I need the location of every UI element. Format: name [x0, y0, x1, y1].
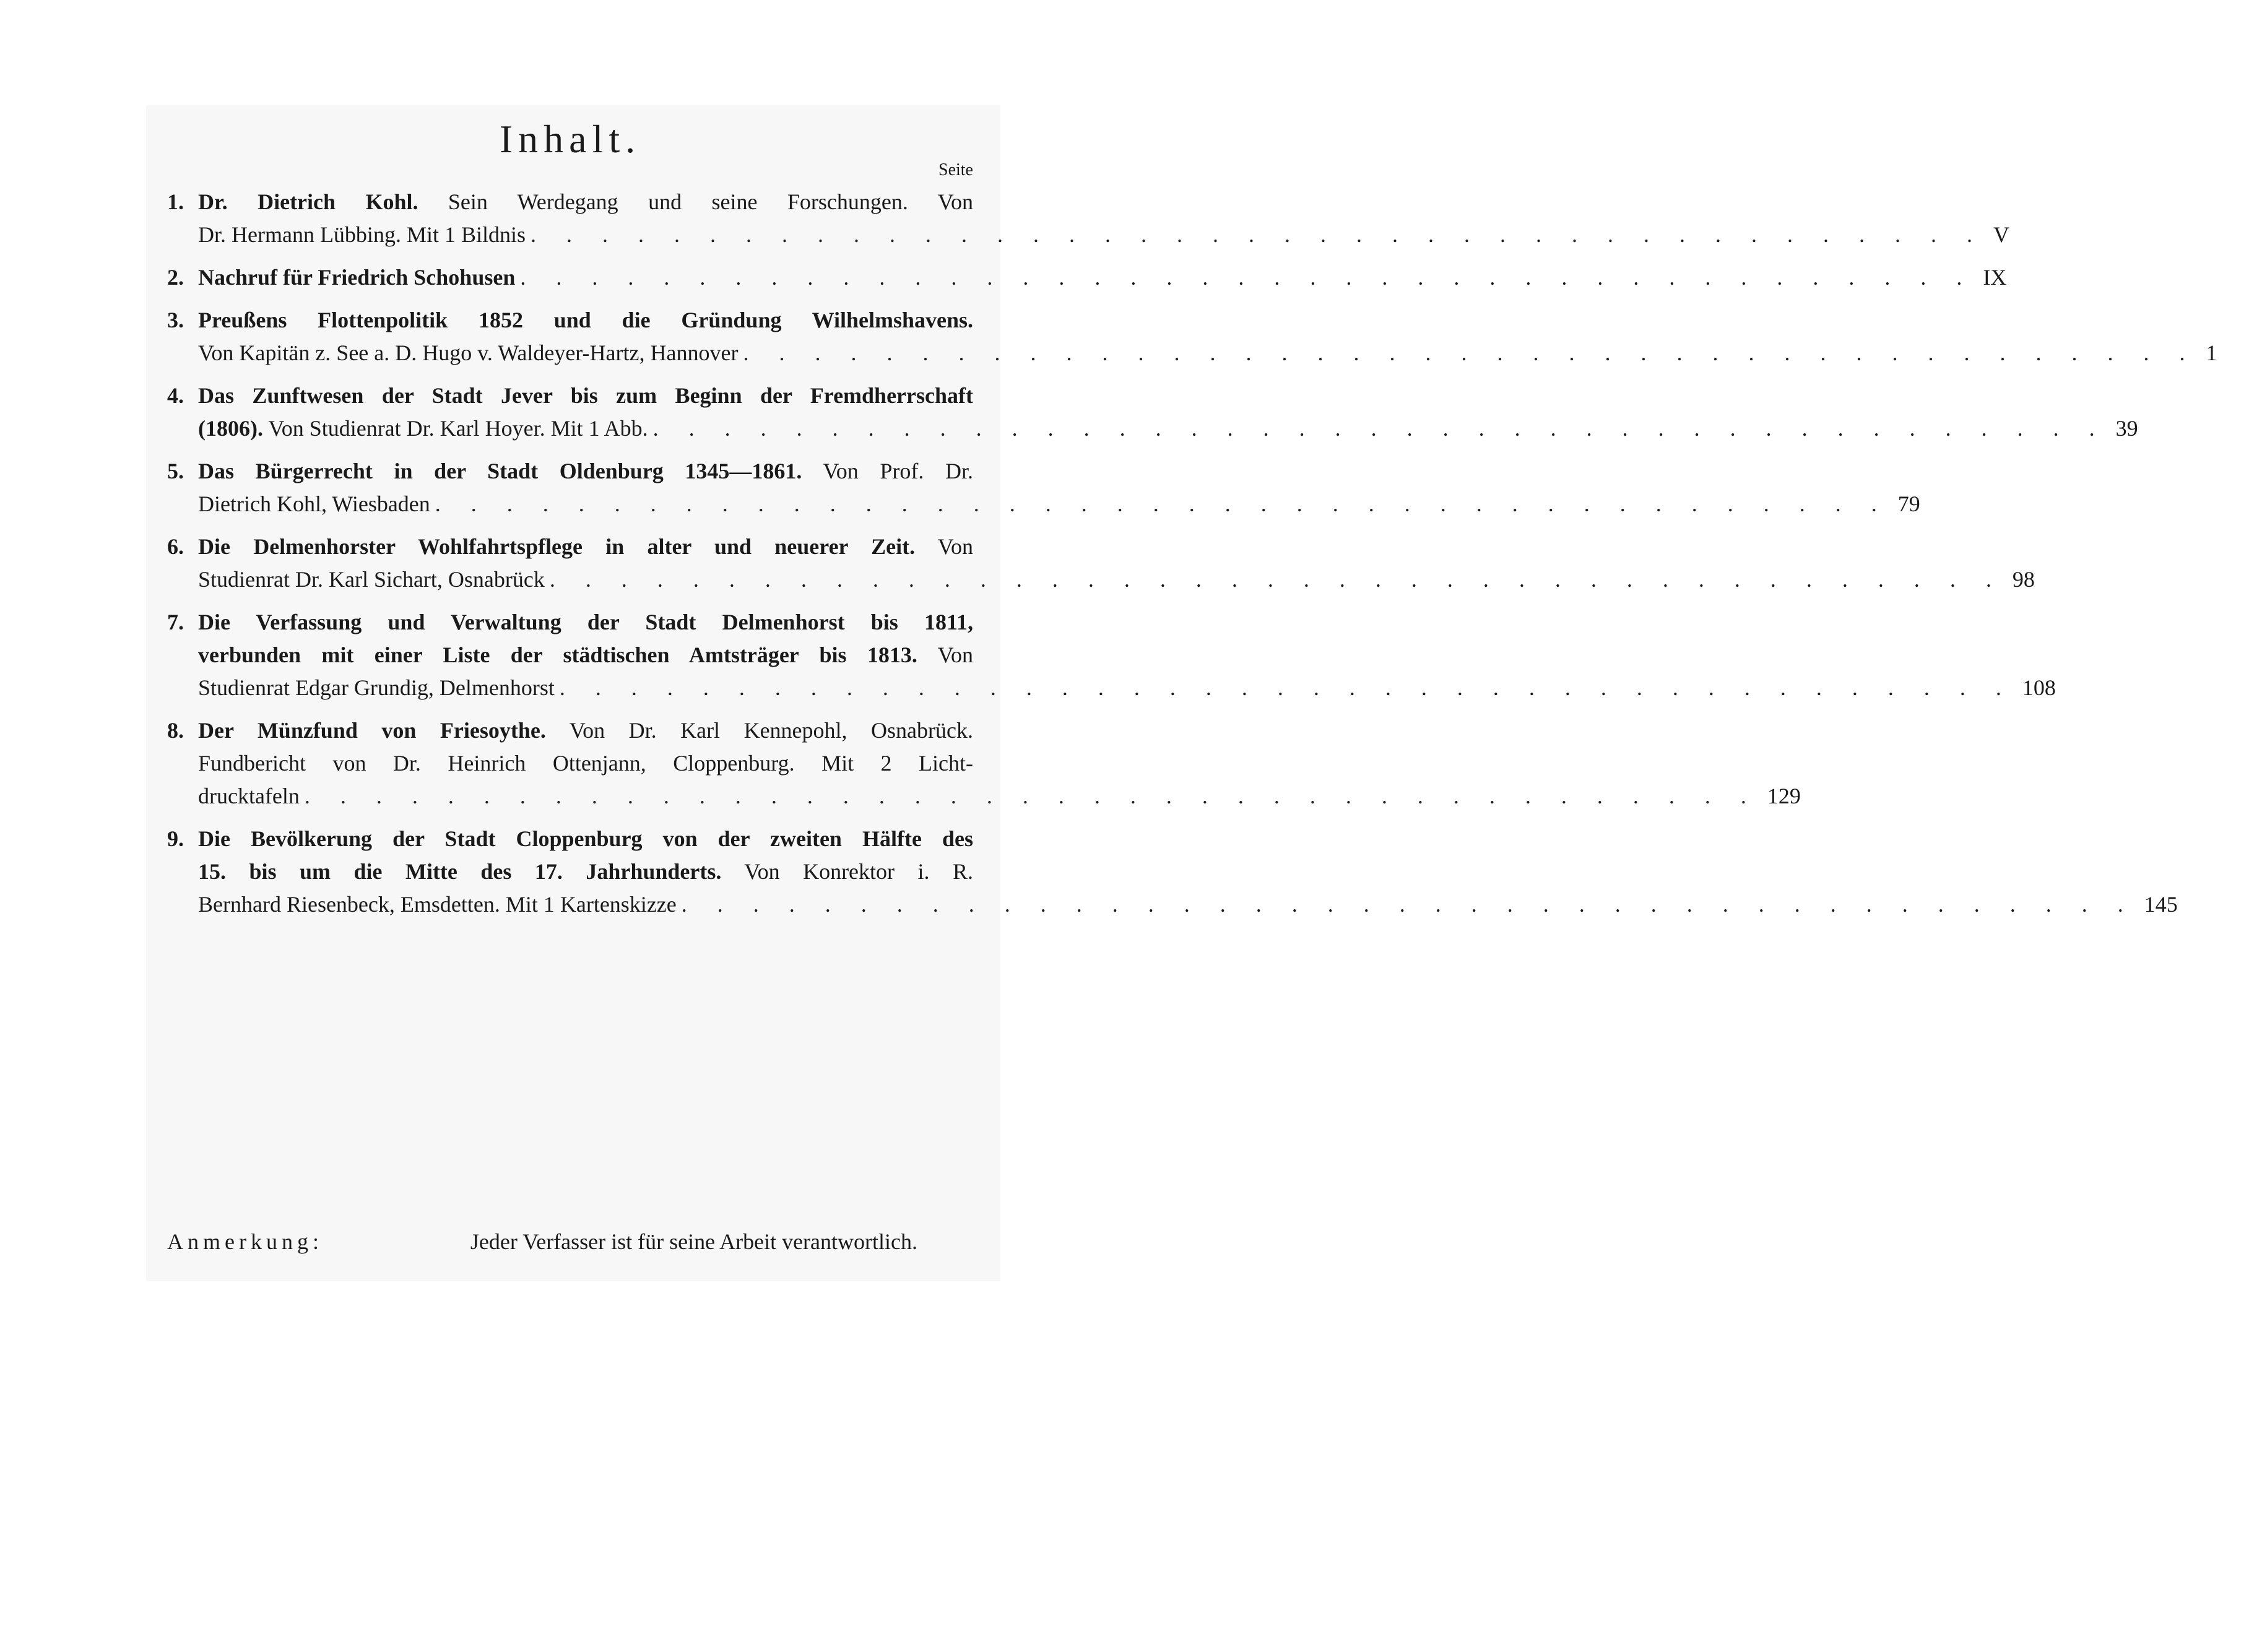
entry-last-line: [198, 412, 2138, 445]
entry-bold-text: 15. bis um die Mitte des 17. Jahrhunderts.: [198, 859, 722, 884]
entry-number: 3.: [167, 308, 184, 332]
toc-entry-3: [167, 304, 2217, 370]
entry-page-number: 145: [2144, 892, 2178, 917]
page-title: Inhalt.: [499, 117, 641, 161]
entry-line: [198, 530, 973, 563]
table-of-contents: [167, 186, 2217, 931]
entry-page-number: 79: [1897, 491, 1920, 516]
toc-entry-2: [167, 261, 2007, 294]
dot-leader: . . . . . . . . . . . . . . . . . . . . . . . . . . . . . . . . . . . . . . . . .: [435, 491, 1889, 516]
entry-last-line: [198, 261, 2007, 294]
footnote: [167, 1226, 917, 1258]
entry-page-number: 39: [2115, 416, 2138, 441]
entry-number: 8.: [167, 718, 184, 743]
entry-line: [198, 714, 973, 747]
entry-last-line: [198, 563, 2035, 596]
toc-entry-7: [167, 606, 2056, 704]
entry-number: 2.: [167, 265, 184, 290]
dot-leader: . . . . . . . . . . . . . . . . . . . . . . . . . . . . . . . . . . . . . . . . .: [549, 567, 2004, 592]
entry-page-number: 98: [2012, 567, 2035, 592]
entry-bold-text: Die Delmenhorster Wohlfahrtspflege in alter und neuerer Zeit.: [198, 534, 916, 559]
entry-number: 6.: [167, 534, 184, 559]
footnote-label: Anmerkung:: [167, 1229, 323, 1254]
footnote-text: Jeder Verfasser ist für seine Arbeit verantwortlich.: [470, 1229, 917, 1254]
dot-leader: . . . . . . . . . . . . . . . . . . . . . . . . . . . . . . . . . . . . . . . . .: [681, 892, 2136, 917]
toc-entry-1: [167, 186, 2009, 251]
entry-bold-text: Dr. Dietrich Kohl.: [198, 189, 418, 214]
entry-line: [198, 855, 973, 888]
entry-last-line: [198, 488, 1920, 521]
entry-line: [198, 186, 973, 218]
entry-bold-text: Das Bürgerrecht in der Stadt Oldenburg 1345—1861.: [198, 459, 802, 483]
entry-text: Von: [917, 642, 973, 667]
entry-text: Studienrat Edgar Grundig, Delmenhorst: [198, 675, 555, 700]
entry-text: Studienrat Dr. Karl Sichart, Osnabrück: [198, 567, 545, 592]
page-column-label: Seite: [938, 160, 973, 179]
entry-page-number: 1: [2206, 340, 2217, 365]
dot-leader: . . . . . . . . . . . . . . . . . . . . . . . . . . . . . . . . . . . . . . . . .: [743, 340, 2198, 365]
entry-text: Bernhard Riesenbeck, Emsdetten. Mit 1 Kartenskizze: [198, 892, 677, 917]
entry-page-number: IX: [1983, 265, 2007, 290]
entry-text: Von Konrektor i. R.: [721, 859, 974, 884]
entry-last-line: [198, 218, 2009, 251]
entry-line: Fundbericht von Dr. Heinrich Ottenjann, Cloppenburg. Mit 2 Licht-: [198, 751, 973, 776]
entry-text: Dietrich Kohl, Wiesbaden: [198, 491, 430, 516]
entry-bold-text: Nachruf für Friedrich Schohusen: [198, 265, 516, 290]
dot-leader: . . . . . . . . . . . . . . . . . . . . . . . . . . . . . . . . . . . . . . . . .: [520, 265, 1975, 290]
entry-text: Von Kapitän z. See a. D. Hugo v. Waldeyer-Hartz, Hannover: [198, 340, 739, 365]
dot-leader: . . . . . . . . . . . . . . . . . . . . . . . . . . . . . . . . . . . . . . . . .: [530, 222, 1985, 247]
entry-page-number: 129: [1767, 784, 1801, 808]
dot-leader: . . . . . . . . . . . . . . . . . . . . . . . . . . . . . . . . . . . . . . . . .: [304, 784, 1759, 808]
entry-number: 1.: [167, 189, 184, 214]
entry-text: Von Dr. Karl Kennepohl, Osnabrück.: [545, 718, 973, 743]
entry-bold-text: Das Zunftwesen der Stadt Jever bis zum Beginn der Fremdherrschaft: [198, 383, 973, 408]
entry-text: Von: [915, 534, 973, 559]
toc-entry-9: [167, 823, 2178, 921]
entry-last-line: [198, 780, 1801, 813]
entry-text: Von Studienrat Dr. Karl Hoyer. Mit 1 Abb.: [262, 416, 648, 441]
entry-bold-text: (1806).: [198, 416, 263, 441]
entry-number: 9.: [167, 826, 184, 851]
toc-entry-6: [167, 530, 2035, 596]
entry-page-number: 108: [2022, 675, 2056, 700]
entry-bold-text: Die Bevölkerung der Stadt Cloppenburg von der zweiten Hälfte des: [198, 826, 973, 851]
entry-text: Sein Werdegang und seine Forschungen. Von: [418, 189, 973, 214]
toc-entry-4: [167, 379, 2138, 445]
toc-entry-5: [167, 455, 1920, 521]
entry-number: 4.: [167, 383, 184, 408]
entry-last-line: [198, 672, 2056, 704]
toc-entry-8: [167, 714, 1801, 813]
entry-bold-text: Preußens Flottenpolitik 1852 und die Gründung Wilhelmshavens.: [198, 308, 973, 332]
entry-bold-text: verbunden mit einer Liste der städtischen Amtsträger bis 1813.: [198, 642, 917, 667]
entry-bold-text: Die Verfassung und Verwaltung der Stadt Delmenhorst bis 1811,: [198, 610, 973, 634]
entry-line: [198, 455, 973, 488]
entry-bold-text: Der Münzfund von Friesoythe.: [198, 718, 546, 743]
entry-text: drucktafeln: [198, 784, 300, 808]
entry-last-line: [198, 888, 2178, 921]
entry-page-number: V: [1993, 222, 2009, 247]
entry-last-line: [198, 337, 2217, 370]
dot-leader: . . . . . . . . . . . . . . . . . . . . . . . . . . . . . . . . . . . . . . . . .: [559, 675, 2014, 700]
dot-leader: . . . . . . . . . . . . . . . . . . . . . . . . . . . . . . . . . . . . . . . . .: [652, 416, 2107, 441]
entry-text: Von Prof. Dr.: [802, 459, 973, 483]
entry-number: 7.: [167, 610, 184, 634]
entry-text: Dr. Hermann Lübbing. Mit 1 Bildnis: [198, 222, 526, 247]
entry-line: [198, 639, 973, 672]
entry-number: 5.: [167, 459, 184, 483]
